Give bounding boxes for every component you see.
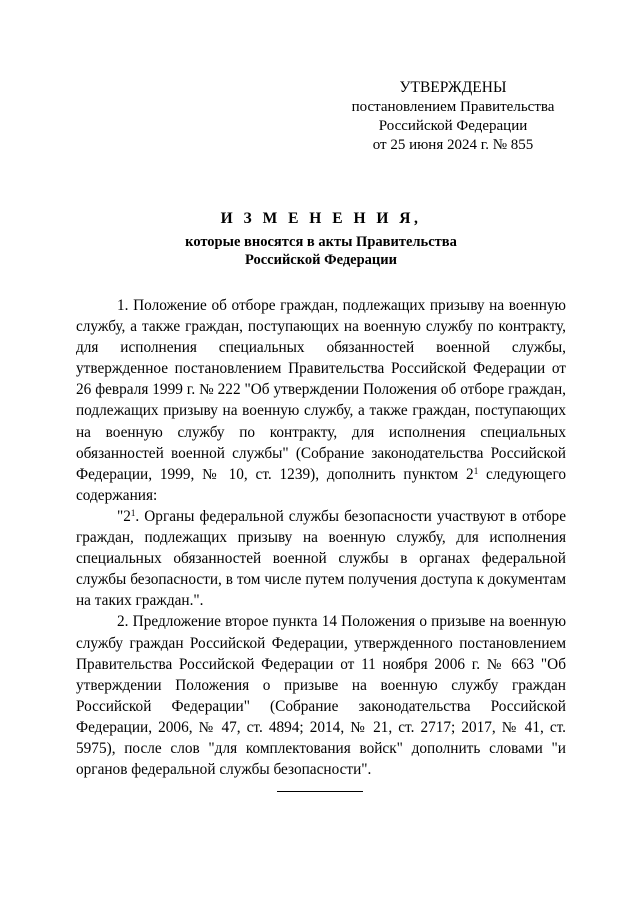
closing-separator: [277, 791, 363, 792]
paragraph-item-2: [76, 611, 566, 780]
paragraph-text: следующего содержания:: [76, 465, 566, 504]
approval-line: от 25 июня 2024 г. № 855: [372, 137, 534, 153]
approval-line: постановлением Правительства: [351, 99, 555, 115]
paragraph-text: 2. Предложение второе пункта 14 Положения о призыве на военную службу граждан Российской Федерации, утвержденного постановлением Правительства Российской Федерации от 11 ноября 2006 г. № 663 "Об утверждении Положения о призыве на военную службу граждан Российской Федерации" (Собрание законодательства Российской Федерации, 2006, № 47, ст. 4894; 2014, № 21, ст. 2717; 2017, № 41, ст. 5975), после слов "для комплектования войск" дополнить словами "и органов федеральной службы безопасности".: [76, 613, 566, 779]
title-main: И З М Е Н Е Н И Я,: [220, 210, 422, 227]
approval-heading: УТВЕРЖДЕНЫ: [399, 79, 507, 96]
paragraph-text: 1. Положение об отборе граждан, подлежащих призыву на военную службу, а также граждан, поступающих на военную службу по контракту, для исполнения специальных обязанностей военной службы, утвержденное постановлением Правительства Российской Федерации от 26 февраля 1999 г. № 222 "Об утверждении Положения об отборе граждан, подлежащих призыву на военную службу, а также граждан, поступающих на военную службу по контракту, для исполнения специальных обязанностей военной службы" (Собрание законодательства Российской Федерации, 1999, № 10, ст. 1239), дополнить пунктом 2: [76, 297, 566, 483]
approval-line: Российской Федерации: [378, 118, 528, 134]
paragraph-text: . Органы федеральной службы безопасности участвуют в отборе граждан, подлежащих призыву на военную службу, для исполнения специальных обязанностей военной службы в органах федеральной службы безопасности, в том числе путем получения доступа к документам на таких граждан.".: [76, 507, 566, 610]
title-subtitle: которые вносятся в акты Правительства: [185, 234, 457, 250]
superscript: 1: [130, 507, 136, 518]
paragraph-item-1: [76, 295, 566, 506]
document-body: [76, 295, 566, 780]
paragraph-quoted-clause: [76, 506, 566, 611]
title-subtitle: Российской Федерации: [244, 252, 397, 268]
paragraph-text: "2: [117, 507, 131, 525]
approval-stamp: [330, 78, 576, 155]
document-title: [76, 209, 566, 269]
superscript: 1: [473, 465, 479, 476]
